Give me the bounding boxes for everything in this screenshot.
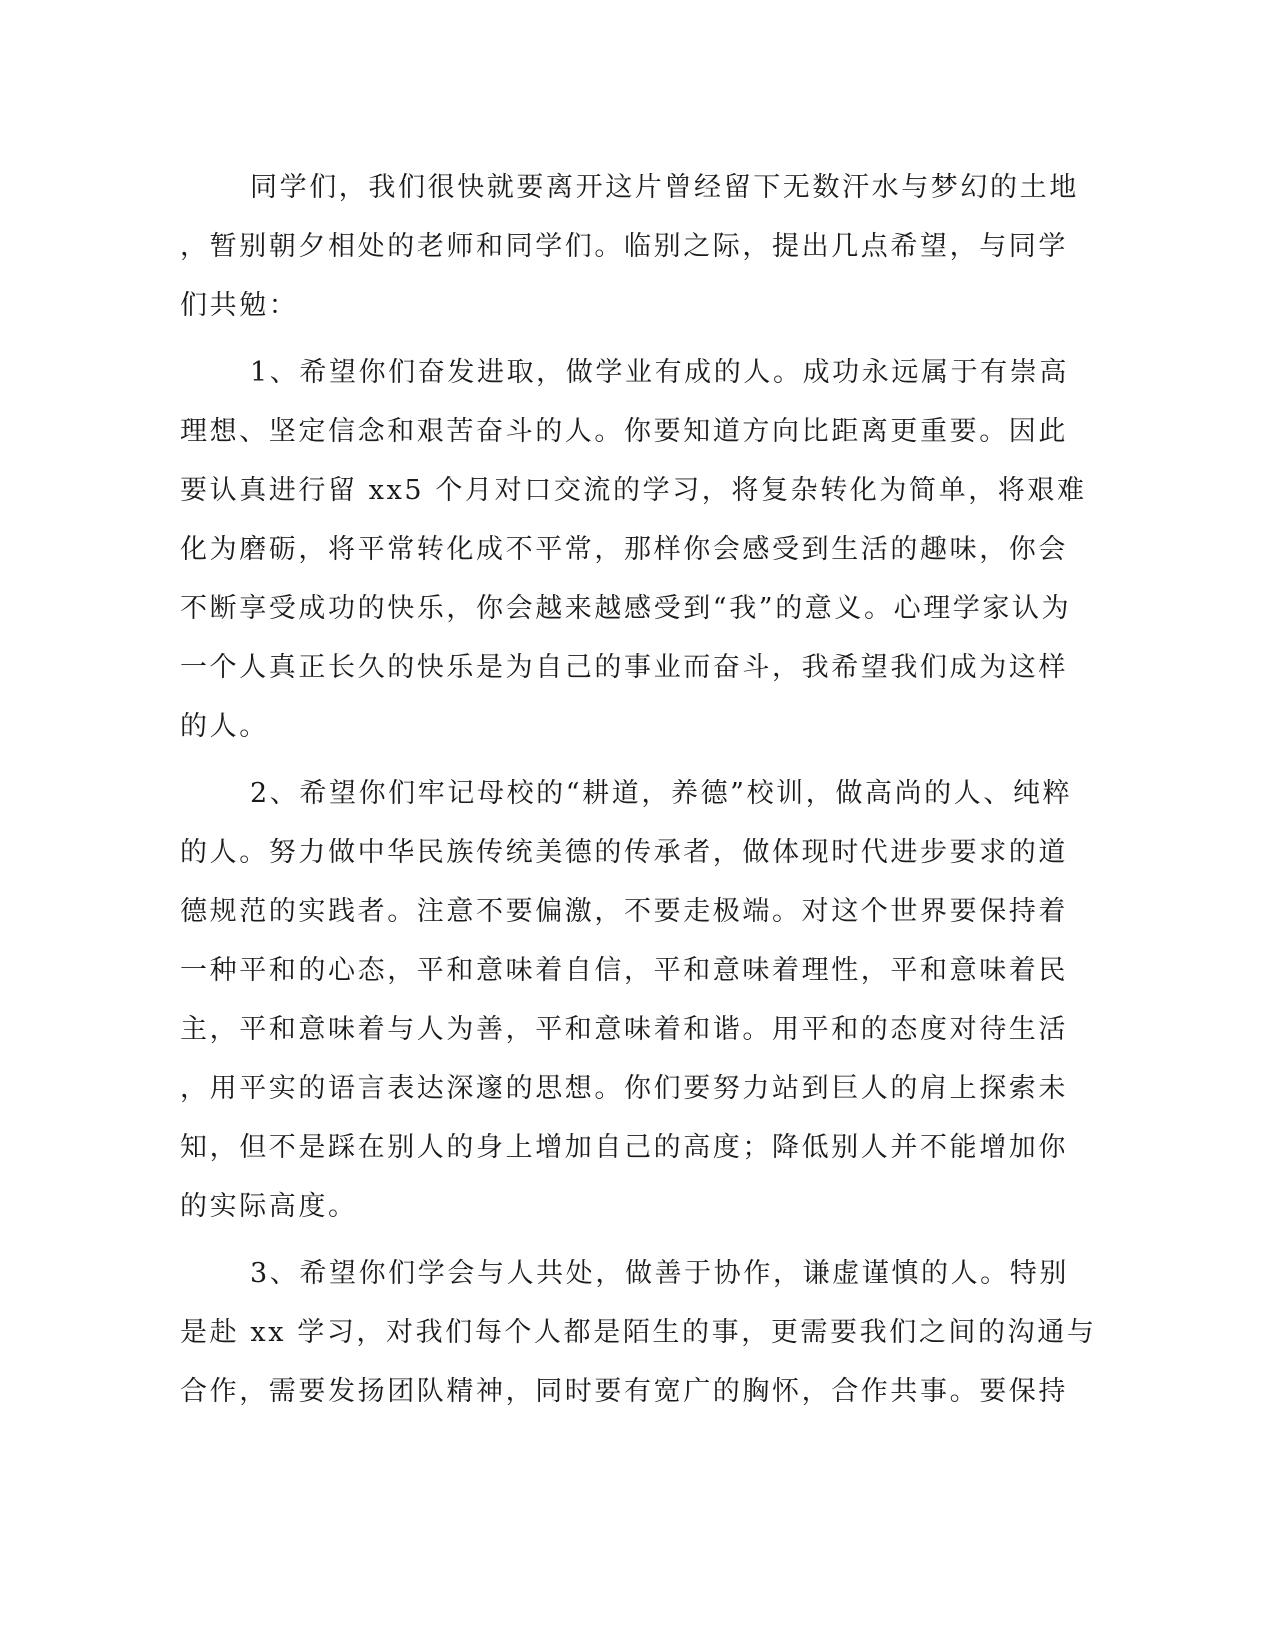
paragraph-hope-1 [180,343,1087,756]
document-body [180,158,1097,1421]
paragraph-line: ，用平实的语言表达深邃的思想。你们要努力站到巨人的肩上探索未 [180,1073,1068,1104]
paragraph-line: 1、希望你们奋发进取，做学业有成的人。成功永远属于有崇高 [250,357,1069,388]
paragraph-line: 合作，需要发扬团队精神，同时要有宽广的胸怀，合作共事。要保持 [180,1376,1068,1407]
paragraph-line: 不断享受成功的快乐，你会越来越感受到“我”的意义。心理学家认为 [180,593,1072,624]
paragraph-hope-3 [180,1244,1097,1421]
paragraph-line: 的实际高度。 [180,1191,358,1222]
paragraph-line: 同学们，我们很快就要离开这片曾经留下无数汗水与梦幻的土地 [250,172,1079,203]
paragraph-line: 化为磨砺，将平常转化成不平常，那样你会感受到生活的趣味，你会 [180,534,1068,565]
paragraph-line: 是赴 xx 学习，对我们每个人都是陌生的事，更需要我们之间的沟通与 [180,1317,1097,1348]
paragraph-line: 一个人真正长久的快乐是为自己的事业而奋斗，我希望我们成为这样 [180,652,1068,683]
paragraph-line: 一种平和的心态，平和意味着自信，平和意味着理性，平和意味着民 [180,955,1068,986]
paragraph-line: 德规范的实践者。注意不要偏激，不要走极端。对这个世界要保持着 [180,896,1068,927]
paragraph-line: 3、希望你们学会与人共处，做善于协作，谦虚谨慎的人。特别 [250,1258,1069,1289]
paragraph-line: 的人。努力做中华民族传统美德的传承者，做体现时代进步要求的道 [180,837,1068,868]
paragraph-line: 的人。 [180,711,269,742]
paragraph-line: 主，平和意味着与人为善，平和意味着和谐。用平和的态度对待生活 [180,1014,1068,1045]
paragraph-line: ，暂别朝夕相处的老师和同学们。临别之际，提出几点希望，与同学 [180,231,1068,262]
paragraph-line: 要认真进行留 xx5 个月对口交流的学习，将复杂转化为简单，将艰难 [180,475,1087,506]
paragraph-line: 2、希望你们牢记母校的“耕道，养德”校训，做高尚的人、纯粹 [250,778,1073,809]
paragraph-intro [180,158,1079,335]
paragraph-line: 知，但不是踩在别人的身上增加自己的高度；降低别人并不能增加你 [180,1132,1068,1163]
paragraph-line: 们共勉： [180,290,299,321]
paragraph-hope-2 [180,764,1073,1236]
paragraph-line: 理想、坚定信念和艰苦奋斗的人。你要知道方向比距离更重要。因此 [180,416,1068,447]
